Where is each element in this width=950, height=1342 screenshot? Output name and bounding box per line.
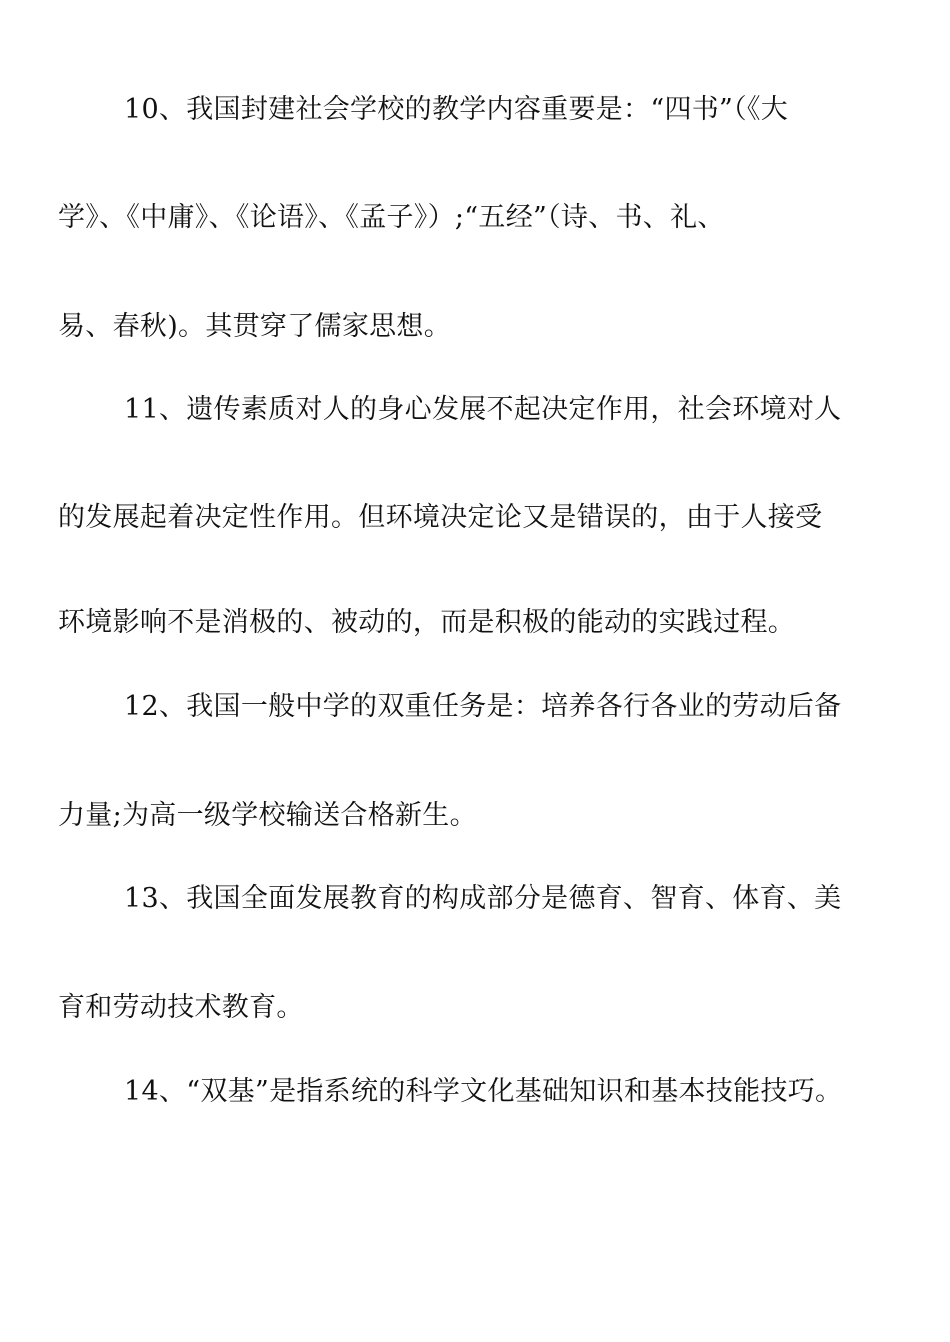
item-11-line-3: 环境影响不是消极的、被动的，而是积极的能动的实践过程。 bbox=[58, 607, 796, 638]
item-12-line-1: 12、我国一般中学的双重任务是：培养各行各业的劳动后备 bbox=[124, 691, 842, 722]
item-10-line-3: 易、春秋)。其贯穿了儒家思想。 bbox=[58, 311, 452, 342]
item-13-line-2: 育和劳动技术教育。 bbox=[58, 992, 304, 1023]
item-10-line-1: 10、我国封建社会学校的教学内容重要是：“四书”（《大 bbox=[124, 94, 789, 125]
item-12-line-2: 力量;为高一级学校输送合格新生。 bbox=[58, 800, 477, 831]
item-11-line-1: 11、遗传素质对人的身心发展不起决定作用，社会环境对人 bbox=[124, 394, 842, 425]
item-14-line-1: 14、“双基”是指系统的科学文化基础知识和基本技能技巧。 bbox=[124, 1076, 843, 1107]
item-11-line-2: 的发展起着决定性作用。但环境决定论又是错误的，由于人接受 bbox=[58, 502, 823, 533]
item-10-line-2: 学》、《中庸》、《论语》、《孟子》）;“五经”（诗、书、礼、 bbox=[58, 202, 725, 233]
item-13-line-1: 13、我国全面发展教育的构成部分是德育、智育、体育、美 bbox=[124, 883, 842, 914]
